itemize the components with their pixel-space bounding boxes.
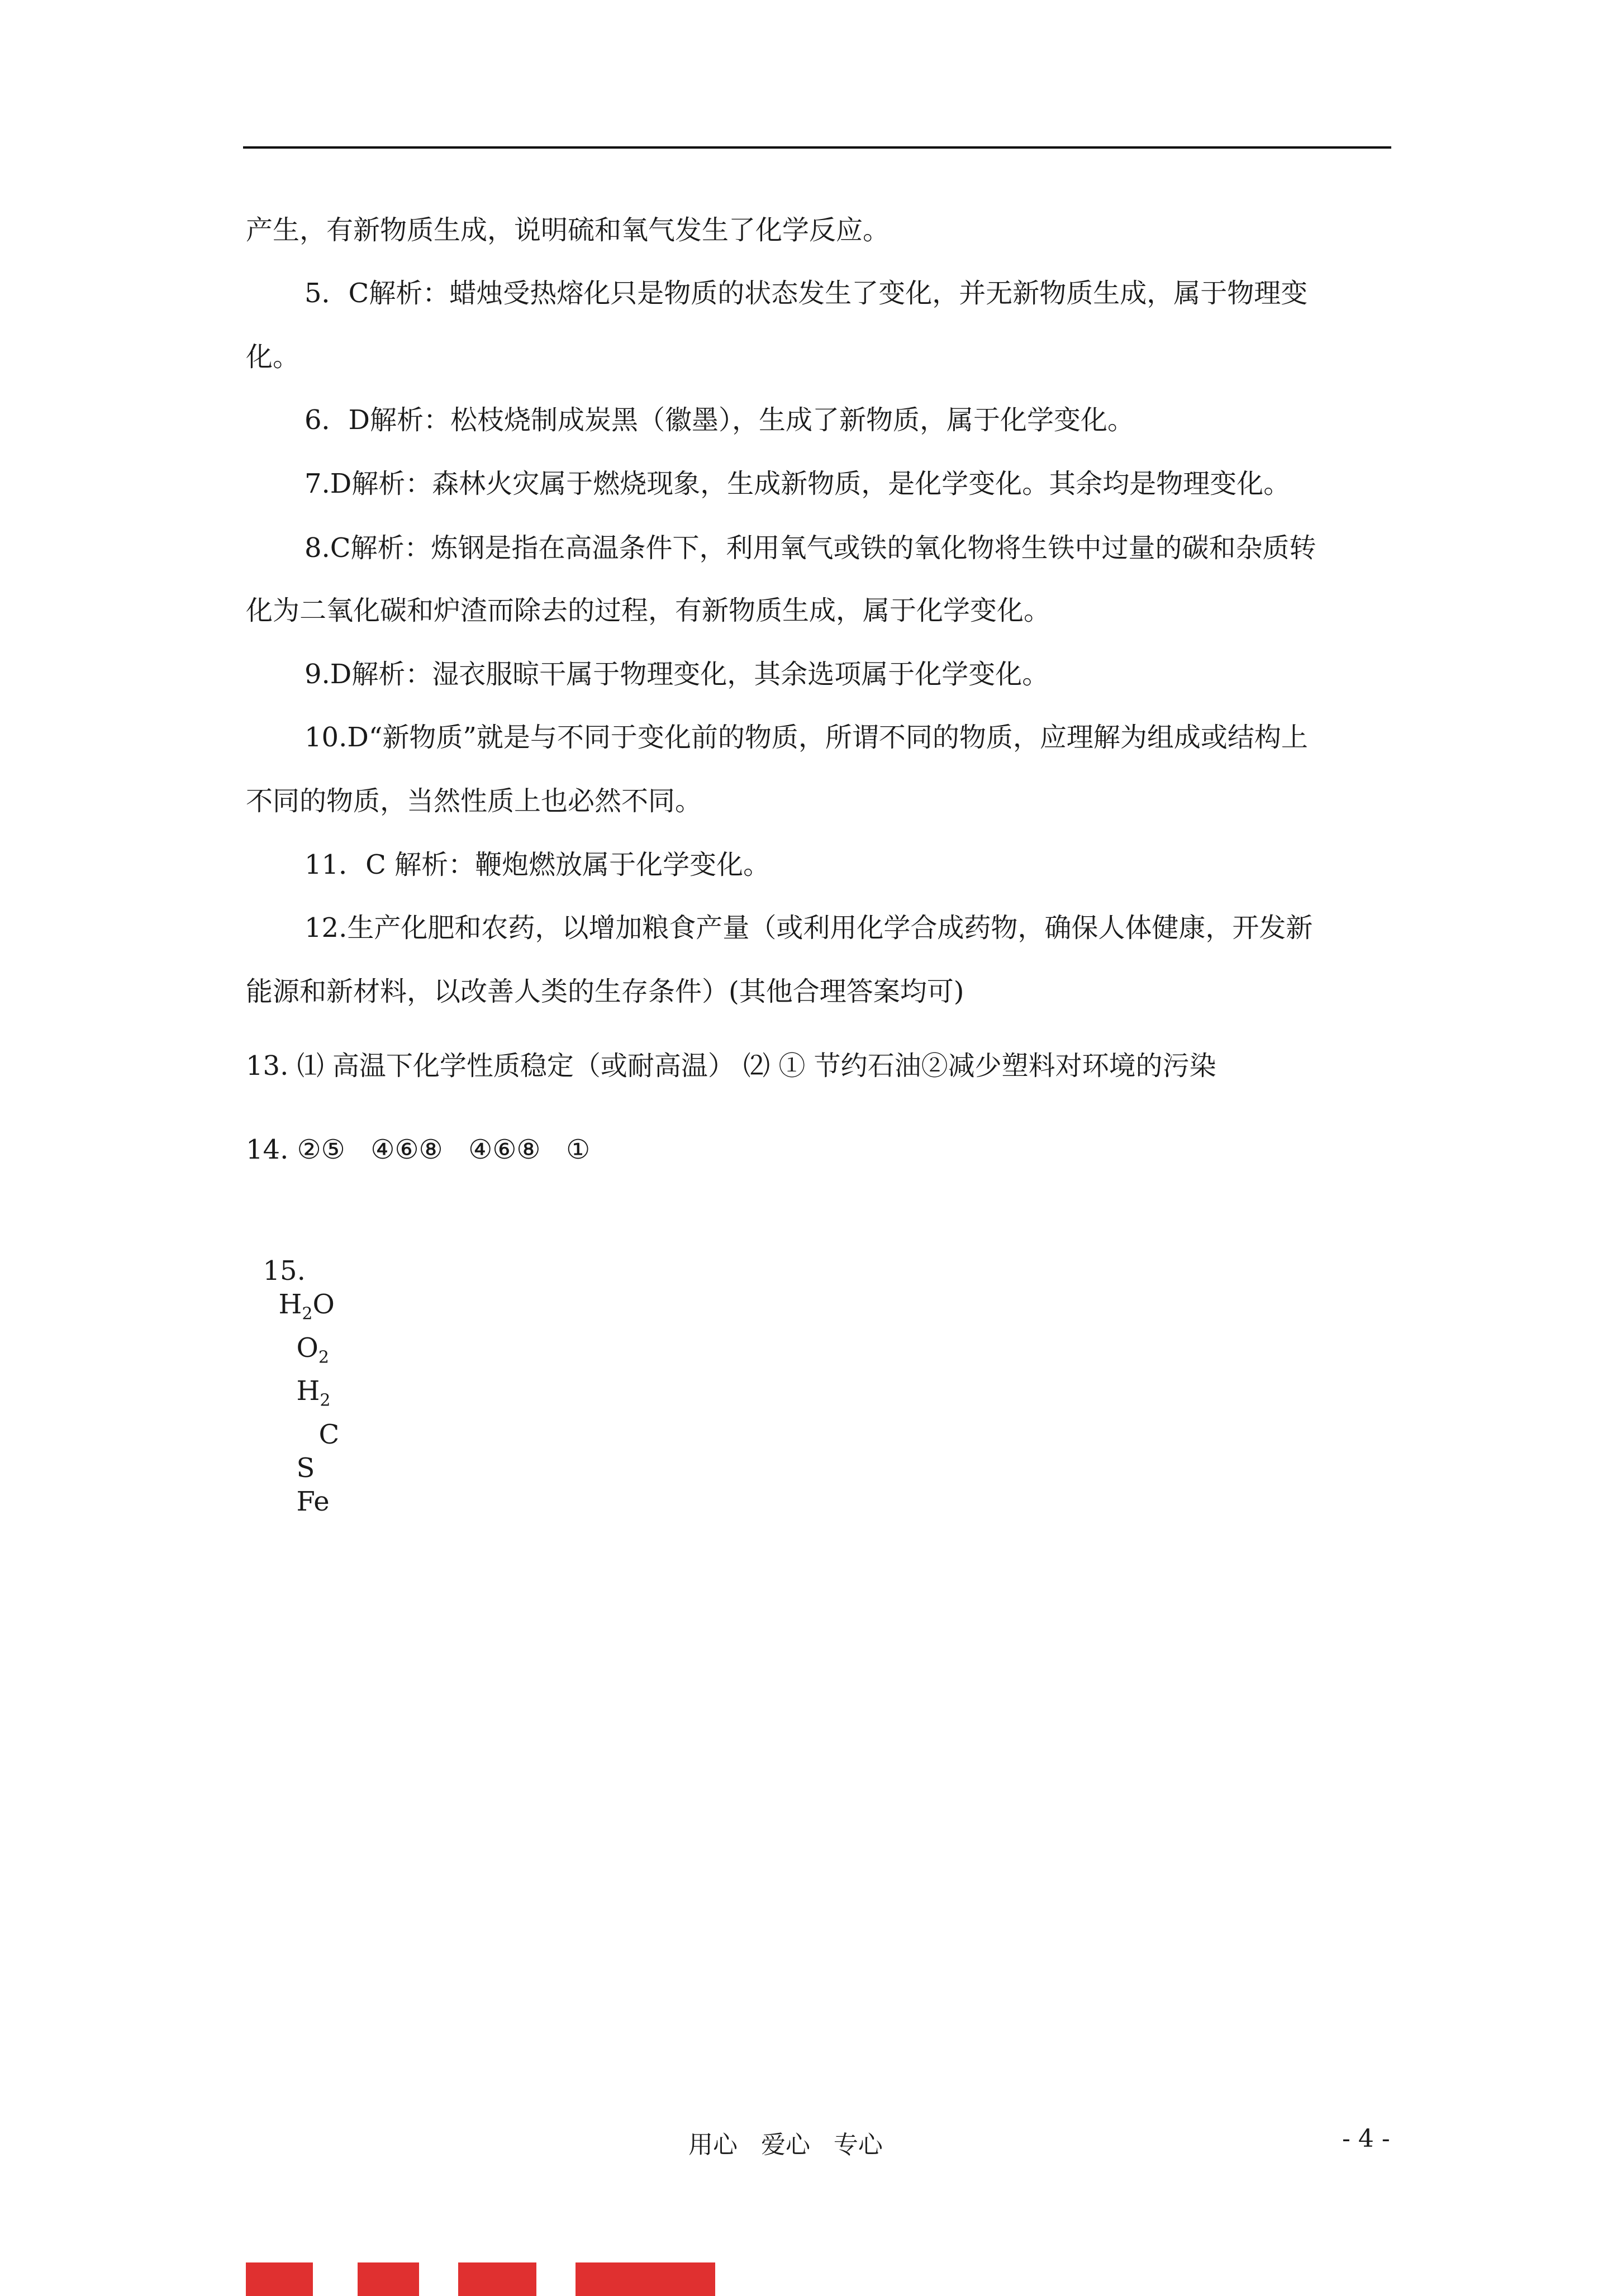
answer-line: 产生，有新物质生成，说明硫和氧气发生了化学反应。: [246, 215, 890, 246]
formula-oxygen: $O_2$: [296, 1332, 329, 1368]
bottom-red-mark: [358, 2262, 419, 2296]
bottom-red-mark: [458, 2262, 536, 2296]
answer-line: 5．C解析：蜡烛受热熔化只是物质的状态发生了变化，并无新物质生成，属于物理变: [305, 278, 1308, 309]
header-rule: [243, 146, 1391, 149]
answer-line: 7.D解析：森林火灾属于燃烧现象，生成新物质，是化学变化。其余均是物理变化。: [305, 468, 1291, 499]
symbol-iron: Fe: [296, 1485, 330, 1517]
bottom-red-mark: [246, 2262, 313, 2296]
symbol-carbon: C: [318, 1418, 340, 1450]
symbol-sulfur: S: [296, 1452, 315, 1484]
line-number: 15.: [263, 1255, 306, 1287]
answer-line: 不同的物质，当然性质上也必然不同。: [246, 785, 702, 817]
answer-line: 11．C 解析：鞭炮燃放属于化学变化。: [305, 849, 771, 880]
page-number: - 4 -: [1342, 2124, 1390, 2153]
answer-line: 10.D“新物质”就是与不同于变化前的物质，所谓不同的物质，应理解为组成或结构上: [305, 722, 1308, 753]
answer-line: 能源和新材料，以改善人类的生存条件）(其他合理答案均可): [246, 976, 964, 1007]
answer-line: 8.C解析：炼钢是指在高温条件下，利用氧气或铁的氧化物将生铁中过量的碳和杂质转: [305, 532, 1316, 564]
bottom-red-mark: [576, 2262, 715, 2296]
answer-line: 6．D解析：松枝烧制成炭黑（徽墨），生成了新物质，属于化学变化。: [305, 404, 1135, 436]
footer-slogan: 用心 爱心 专心: [688, 2131, 883, 2159]
formula-hydrogen: $H_2$: [296, 1375, 331, 1411]
answer-line: 12.生产化肥和农药，以增加粮食产量（或利用化学合成药物，确保人体健康，开发新: [305, 912, 1313, 944]
answer-line: 化。: [246, 341, 300, 373]
answer-line: 13. ⑴ 高温下化学性质稳定（或耐高温） ⑵ ① 节约石油②减少塑料对环境的污染: [246, 1050, 1216, 1082]
answer-line: 9.D解析：湿衣服晾干属于物理变化，其余选项属于化学变化。: [305, 659, 1049, 690]
answer-line: 14. ②⑤ ④⑥⑧ ④⑥⑧ ①: [246, 1134, 591, 1165]
answer-line-formulas: [246, 1221, 339, 1518]
formula-water: $H_2O$: [278, 1289, 335, 1324]
answer-line: 化为二氧化碳和炉渣而除去的过程，有新物质生成，属于化学变化。: [246, 595, 1051, 626]
